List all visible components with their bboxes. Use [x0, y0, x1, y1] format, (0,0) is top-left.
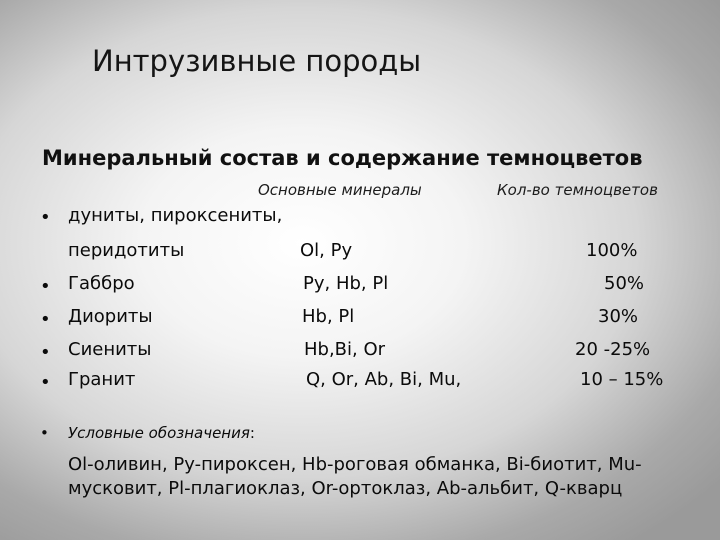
rock-minerals: Hb, Pl	[302, 306, 355, 327]
bullet: •	[40, 309, 51, 330]
bullet: •	[40, 424, 49, 442]
rock-dark-percent: 20 -25%	[575, 339, 651, 360]
rock-name: Диориты	[68, 306, 153, 327]
rock-dark-percent: 50%	[604, 273, 645, 294]
rock-minerals: Py, Hb, Pl	[303, 273, 389, 294]
bullet: •	[40, 276, 51, 297]
rock-name: перидотиты	[68, 240, 185, 261]
rock-minerals: Q, Or, Ab, Bi, Mu,	[306, 369, 462, 390]
rock-name-line1: дуниты, пироксениты,	[68, 205, 283, 226]
slide-title: Интрузивные породы	[92, 44, 422, 78]
rock-dark-percent: 10 – 15%	[580, 369, 664, 390]
bullet: •	[40, 207, 51, 228]
bullet: •	[40, 372, 51, 393]
column-header-dark-minerals: Кол-во темноцветов	[497, 181, 658, 199]
legend-label-colon: :	[249, 424, 255, 442]
slide-subtitle: Минеральный состав и содержание темноцветов	[42, 146, 643, 170]
legend-label	[68, 424, 255, 442]
bullet: •	[40, 342, 51, 363]
rock-name: Сиениты	[68, 339, 152, 360]
rock-name: Гранит	[68, 369, 136, 390]
legend-label-text: Условные обозначения	[68, 424, 250, 442]
rock-dark-percent: 30%	[598, 306, 639, 327]
rock-dark-percent: 100%	[586, 240, 638, 261]
column-header-minerals: Основные минералы	[258, 181, 422, 199]
legend-text: Ol-оливин, Py-пироксен, Hb-роговая обманка, Bi-биотит, Mu-мусковит, Pl-плагиоклаз, Or-ортоклаз, Ab-альбит, Q-кварц	[68, 454, 642, 499]
rock-name: Габбро	[68, 273, 135, 294]
rock-minerals: Hb,Bi, Or	[304, 339, 386, 360]
rock-minerals: Ol, Py	[300, 240, 353, 261]
